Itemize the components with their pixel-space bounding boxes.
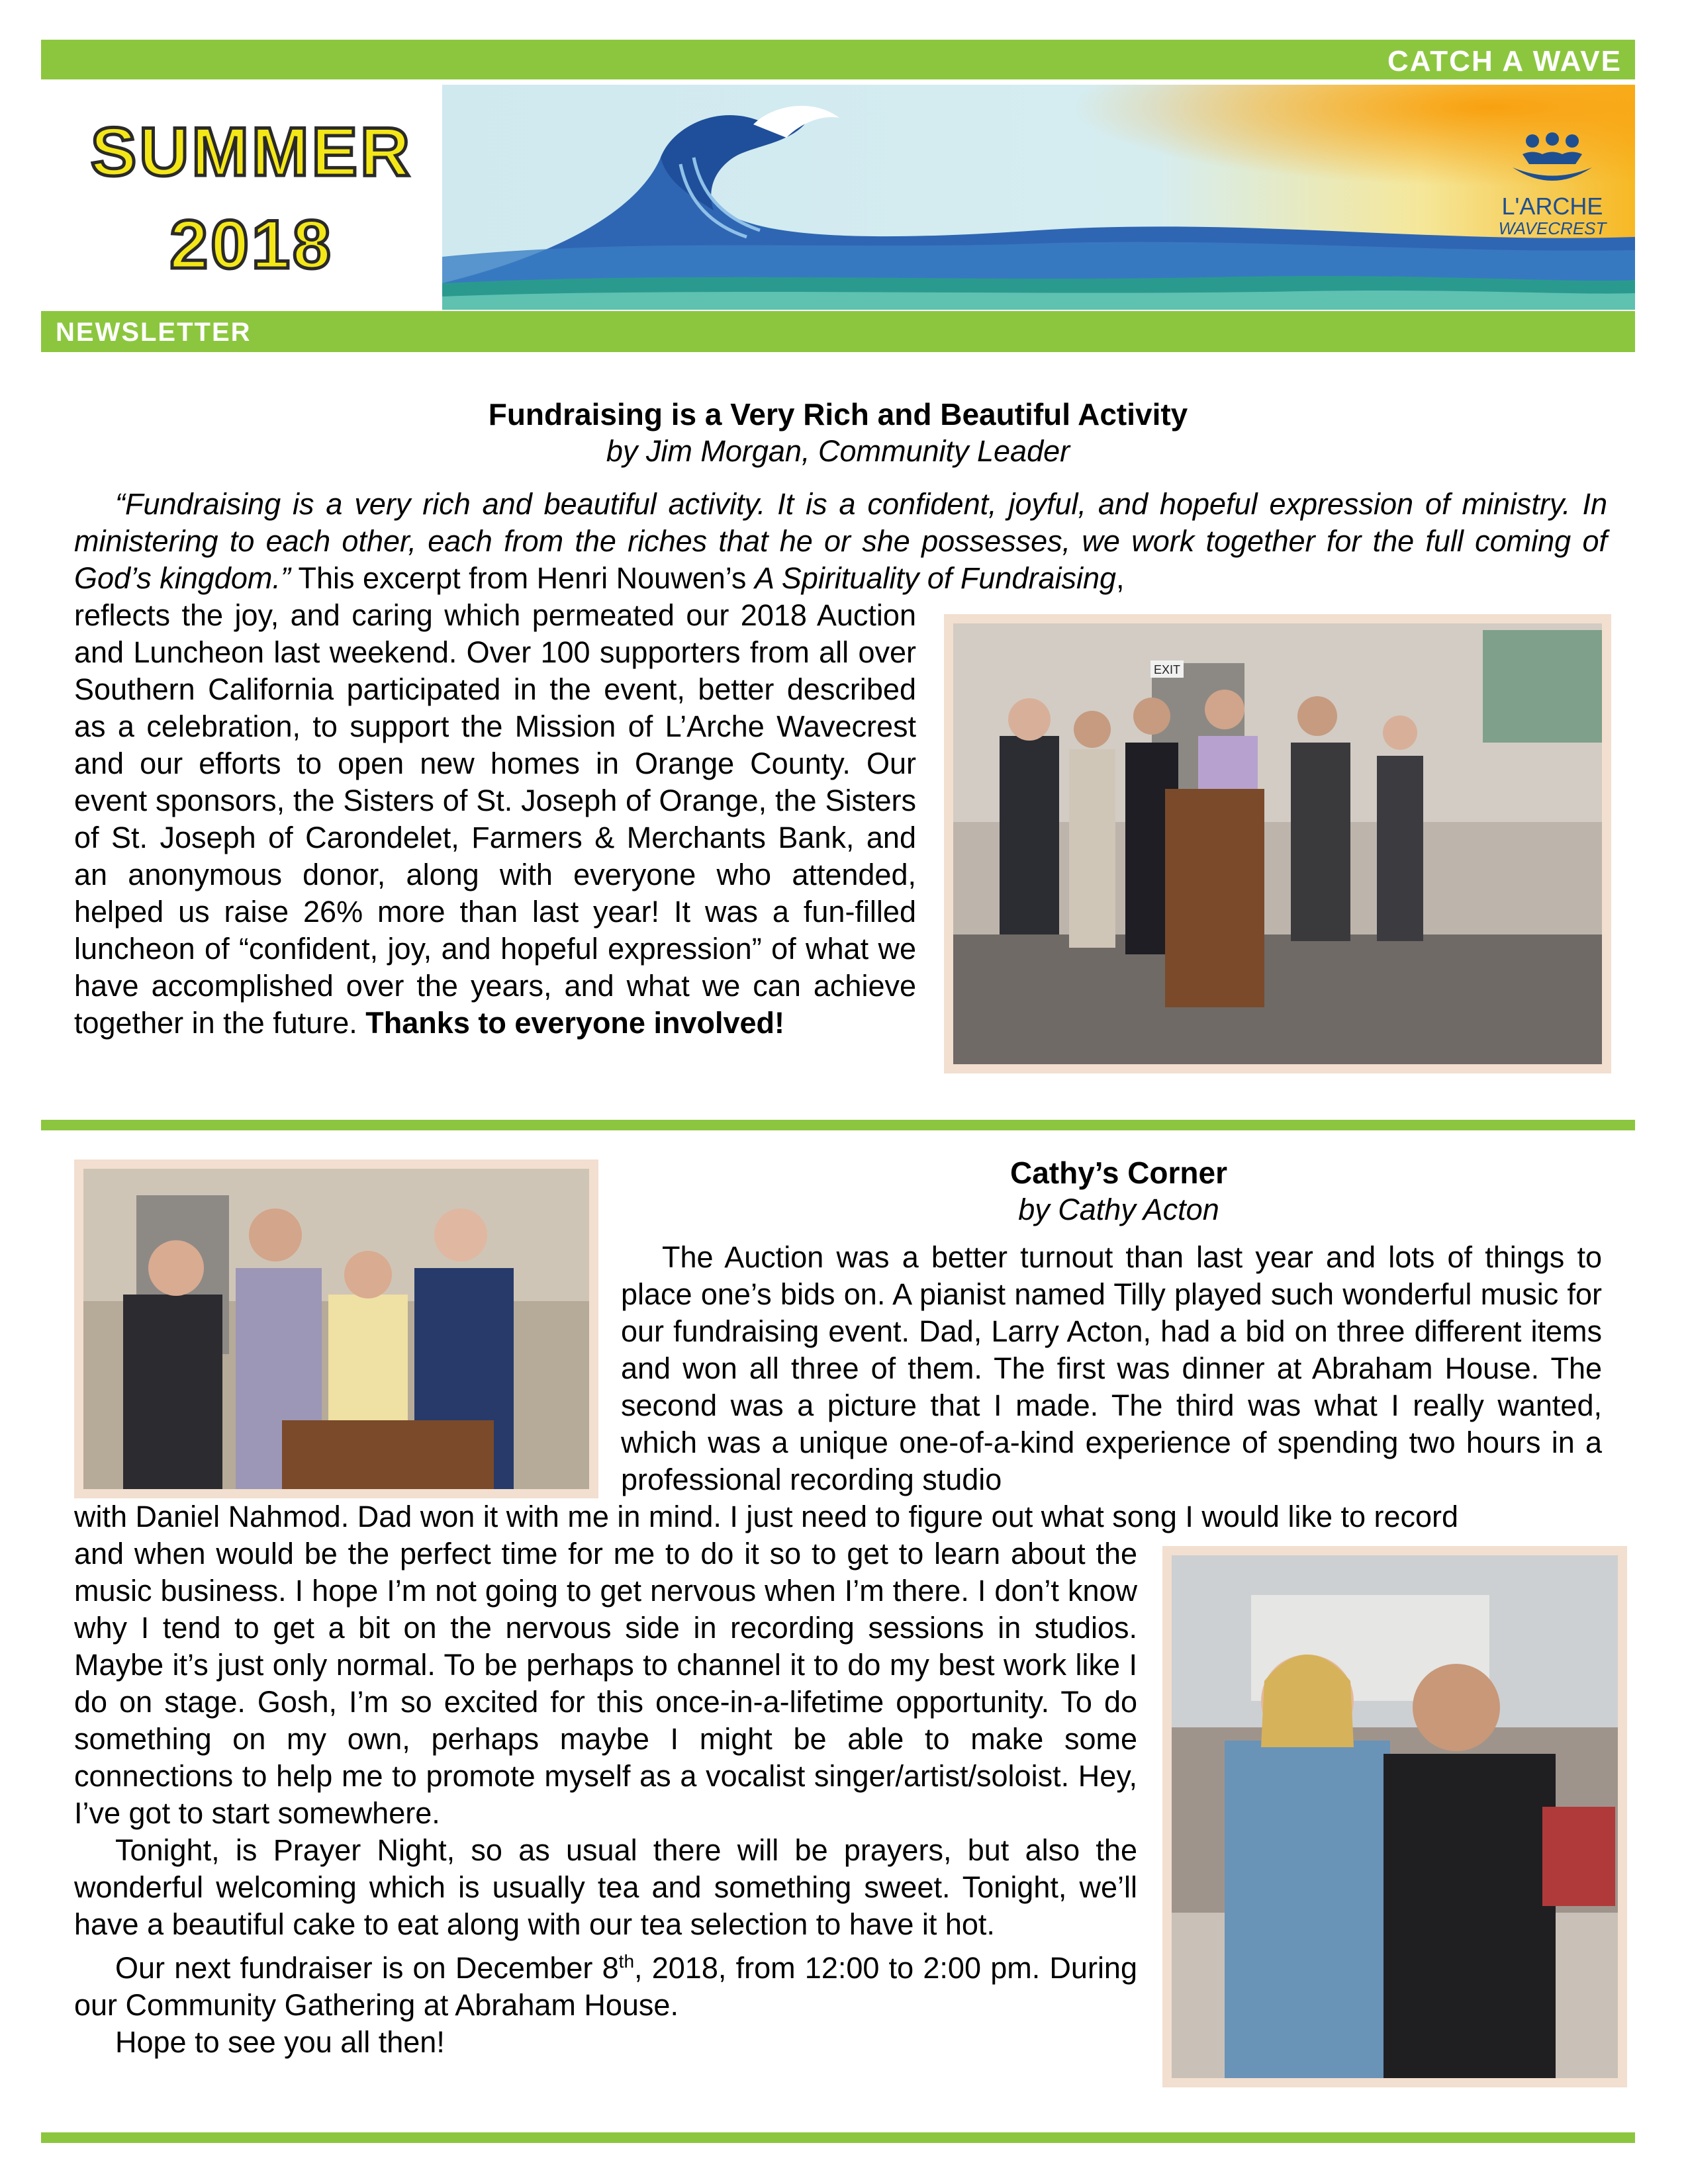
- article2-byline: by Cathy Acton: [1018, 1193, 1219, 1226]
- photo-image: [953, 623, 1602, 1064]
- photo-image: [1172, 1555, 1618, 2078]
- article1-quote: “Fundraising is a very rich and beautiful activity. It is a confident, joyful, and hopeful expression of ministry. In ministering to each other, each from the riches that he or she possesses, we work together for the full coming of God’s kingdom.”: [74, 487, 1607, 595]
- section-label: NEWSLETTER: [56, 318, 252, 347]
- article2-body-top: [621, 1239, 1602, 1498]
- wave-illustration: [442, 85, 1635, 310]
- article2-p1-c: and when would be the perfect time for me to do it so to get to learn about the music business. I hope I’m not going to get nervous when I’m there. I don’t know why I tend to get a bit on the nervous side in recording sessions in studios. Maybe it’s just only normal. To be perhaps to channel it to do my best work like I do on stage. Gosh, I’m so excited for this once-in-a-lifetime opportunity. To do something on my own, perhaps maybe I might be able to make some connections to help me to promote myself as a vocalist singer/artist/soloist. Hey, I’ve got to start somewhere.: [74, 1537, 1137, 1830]
- article2-title: Cathy’s Corner: [1009, 1156, 1228, 1190]
- article2-p1-b: with Daniel Nahmod. Dad won it with me in mind. I just need to figure out what song I would like to record: [74, 1500, 1459, 1533]
- article1-intro: [74, 486, 1607, 597]
- article1-text-1: This excerpt from Henri Nouwen’s: [290, 561, 755, 595]
- article1-intro-paragraph: [74, 486, 1607, 597]
- tagline: CATCH A WAVE: [1387, 45, 1622, 77]
- article2-header: [821, 1154, 1417, 1228]
- auction-podium-photo: [944, 614, 1611, 1073]
- article2-p2: Tonight, is Prayer Night, so as usual there will be prayers, but also the wonderful welcoming which is usually tea and something sweet. Tonight, we’ll have a beautiful cake to eat along with our tea selection to have it hot.: [74, 1833, 1137, 1941]
- larche-logo: [1496, 131, 1609, 238]
- article1-body: [74, 597, 916, 1042]
- article2-p3-a: Our next fundraiser is on December 8: [115, 1951, 619, 1985]
- article2-body-mid: [74, 1498, 1602, 1535]
- article2-p3-sup: th: [618, 1951, 635, 1972]
- article1-closing: Thanks to everyone involved!: [365, 1006, 784, 1040]
- logo-text-2: WAVECREST: [1498, 218, 1607, 238]
- article1-body-paragraph: [74, 597, 916, 1042]
- wave-banner: [442, 85, 1635, 310]
- logo-text-1: L'ARCHE: [1501, 193, 1603, 220]
- newsletter-title: [66, 106, 437, 291]
- logo-figures-icon: [1509, 131, 1595, 191]
- article2-body-main: [74, 1535, 1137, 2061]
- article1-byline: by Jim Morgan, Community Leader: [606, 434, 1070, 468]
- article1-book-title: A Spirituality of Fundraising: [754, 561, 1117, 595]
- article1-text-3: reflects the joy, and caring which permeated our 2018 Auction and Luncheon last weekend. Over 100 supporters from all over Southern California participated in the event, better described as a celebration, to support the Mission of L’Arche Wavecrest and our efforts to open new homes in Orange County. Our event sponsors, the Sisters of St. Joseph of Orange, the Sisters of St. Joseph of Carondelet, Farmers & Merchants Bank, and an anonymous donor, along with everyone who attended, helped us raise 26% more than last year! It was a fun-filled luncheon of “confident, joy, and hopeful expression” of what we have accomplished over the years, and what we can achieve together in the future.: [74, 598, 916, 1040]
- article2-p3-b: , 2018, from 12:00 to 2:00 pm. During our Community Gathering at Abraham House.: [74, 1951, 1137, 2022]
- year-title: 2018: [169, 206, 334, 283]
- exit-sign: EXIT: [1153, 663, 1181, 676]
- section-divider: [41, 1120, 1635, 1130]
- photo-image: [83, 1169, 589, 1489]
- four-people-photo: [74, 1160, 598, 1498]
- article1-header: [41, 396, 1635, 470]
- article1-text-2: ,: [1116, 561, 1125, 595]
- article1-title: Fundraising is a Very Rich and Beautiful Activity: [488, 397, 1188, 432]
- article2-p1-a: The Auction was a better turnout than last year and lots of things to place one’s bids on. A pianist named Tilly played such wonderful music for our fundraising event. Dad, Larry Acton, had a bid on three different items and won all three of them. The first was dinner at Abraham House. The second was a picture that I made. The third was what I really wanted, which was a unique one-of-a-kind experience of spending two hours in a professional recording studio: [621, 1240, 1602, 1496]
- section-bar: [41, 311, 1635, 352]
- two-people-photo: [1162, 1546, 1627, 2087]
- article2-p4: Hope to see you all then!: [115, 2025, 445, 2059]
- season-title: SUMMER: [90, 114, 413, 191]
- article2-p3: [74, 1943, 1137, 2024]
- footer-divider: [41, 2132, 1635, 2143]
- tagline-bar: [41, 40, 1635, 79]
